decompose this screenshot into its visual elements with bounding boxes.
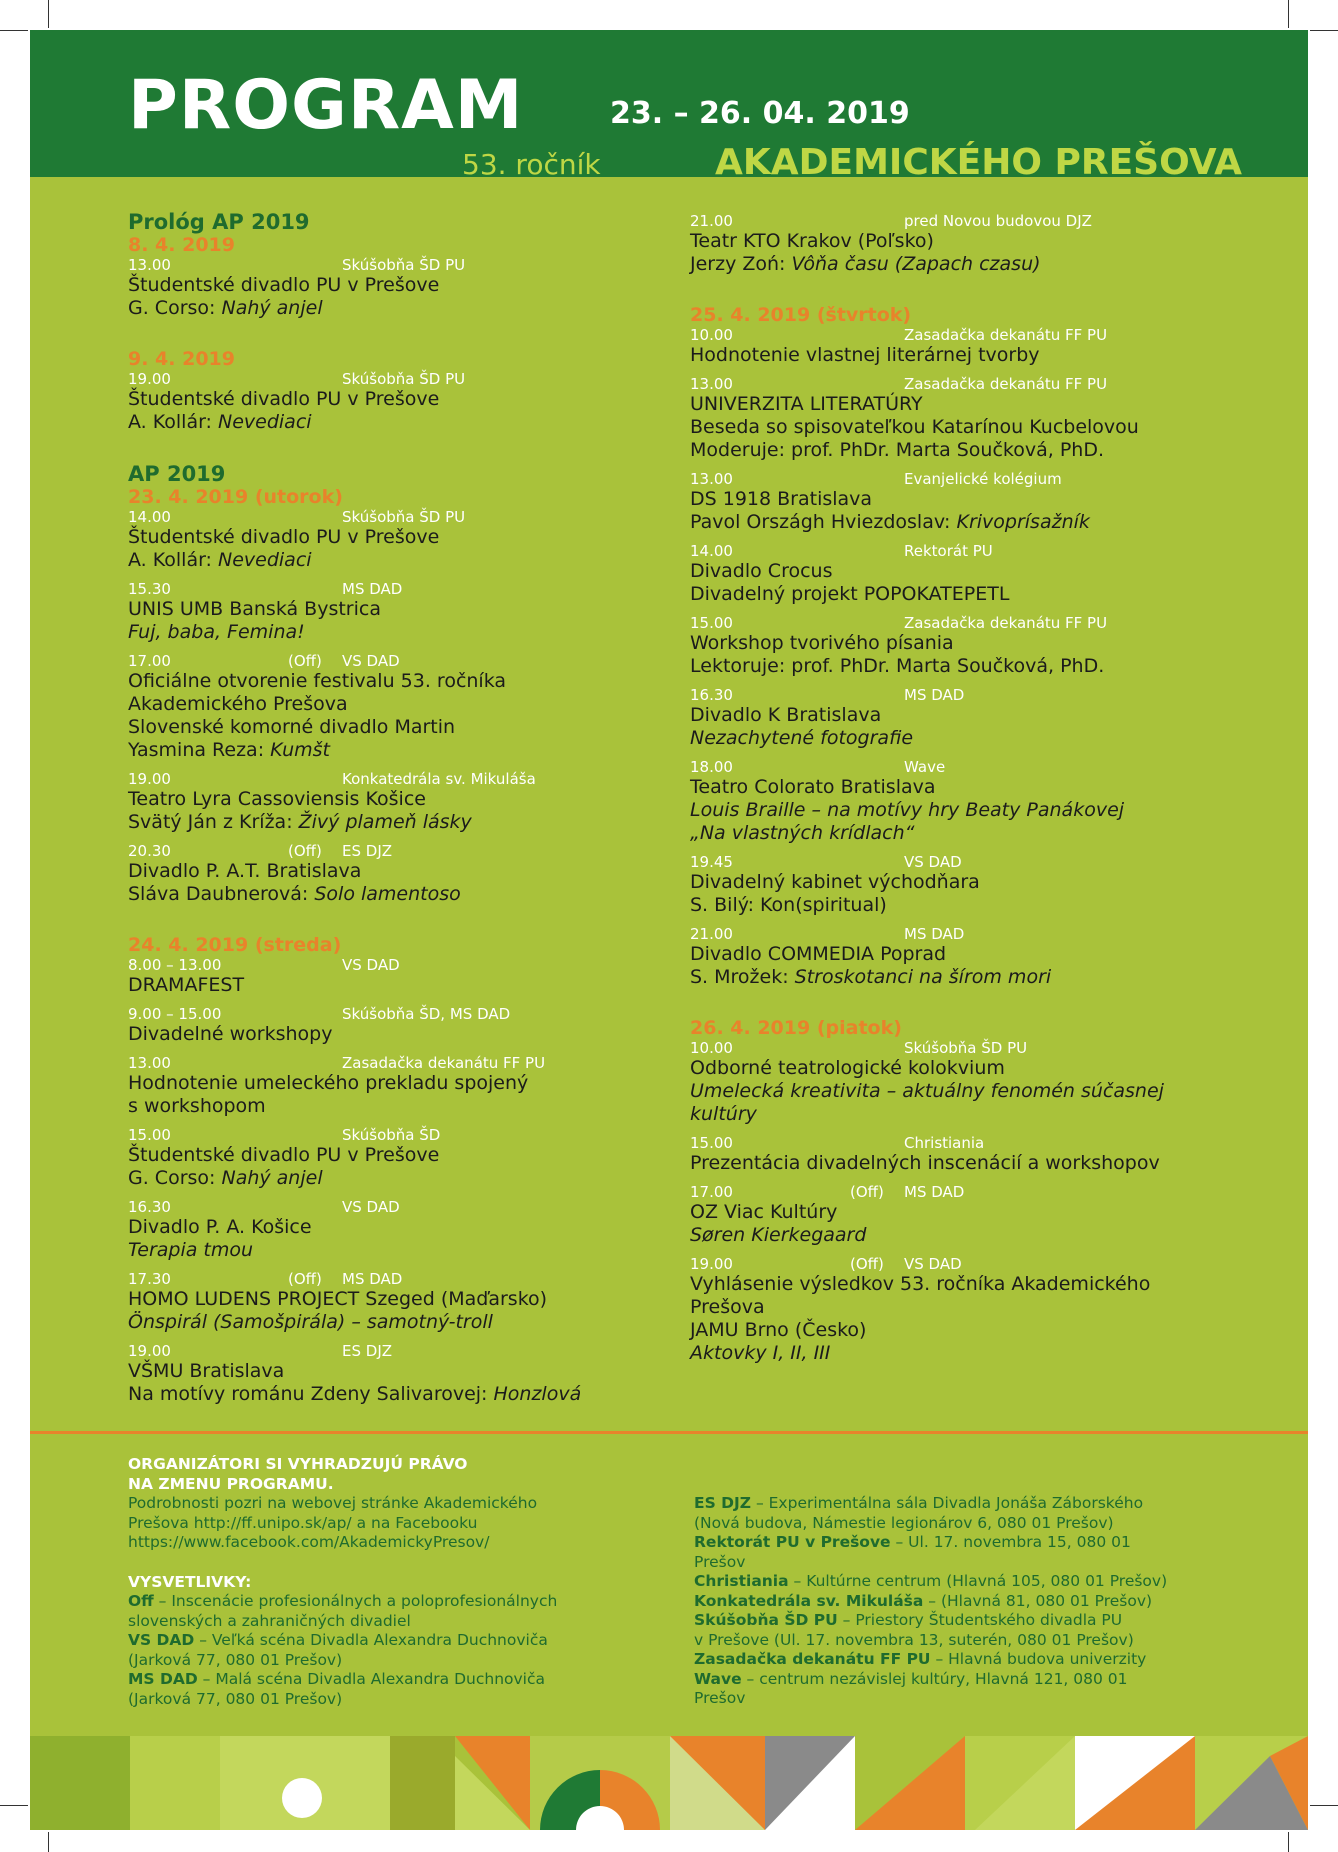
credit-author: G. Corso:: [128, 1167, 222, 1189]
event-meta: [128, 256, 628, 274]
event-time: 17.00: [690, 1183, 733, 1201]
day-heading: 24. 4. 2019 (streda): [128, 934, 342, 956]
event-line: JAMU Brno (Česko): [690, 1319, 867, 1341]
credit-title: Umelecká kreativita – aktuálny fenomén súčasnej: [690, 1080, 1164, 1102]
event-venue: VS DAD: [904, 1255, 962, 1273]
day-heading: 26. 4. 2019 (piatok): [690, 1017, 902, 1039]
art-block: [30, 1736, 130, 1830]
event-venue: Skúšobňa ŠD PU: [904, 1039, 1028, 1057]
event-meta: [128, 1054, 628, 1072]
off-label: (Off): [288, 1270, 322, 1288]
program-event: [690, 925, 1270, 989]
event-time: 19.00: [128, 370, 171, 388]
program-event: [690, 470, 1270, 534]
event-time: 14.00: [690, 542, 733, 560]
event-line: Študentské divadlo PU v Prešove: [128, 1144, 440, 1166]
event-credit: [690, 1342, 1270, 1365]
credit-author: S. Mrožek:: [690, 966, 795, 988]
spacer: [128, 914, 628, 934]
legend-term: Rektorát PU v Prešove: [694, 1533, 891, 1551]
program-right-column: [690, 212, 1270, 1373]
event-credit: [690, 511, 1270, 534]
crop-mark: [0, 30, 28, 31]
program-event: [690, 686, 1270, 750]
event-venue: Christiania: [904, 1134, 985, 1152]
event-venue: Evanjelické kolégium: [904, 470, 1062, 488]
event-venue: Zasadačka dekanátu FF PU: [904, 614, 1108, 632]
page-title: PROGRAM: [128, 66, 524, 145]
program-event: [690, 212, 1270, 276]
legend-desc: – Priestory Študentského divadla PU: [837, 1611, 1123, 1629]
credit-author: A. Kollár:: [128, 411, 218, 433]
credit-title: Aktovky I, II, III: [690, 1342, 831, 1364]
credit-title: Kumšt: [270, 739, 330, 761]
credit-title: Søren Kierkegaard: [690, 1224, 867, 1246]
program-event: [128, 256, 628, 320]
credit-author: Pavol Országh Hviezdoslav:: [690, 511, 957, 533]
legend-desc: – Experimentálna sála Divadla Jonáša Záborského: [751, 1494, 1144, 1512]
festival-dates: 23. – 26. 04. 2019: [610, 96, 910, 131]
event-venue: VS DAD: [342, 652, 400, 670]
legend-desc: Prešov: [694, 1689, 746, 1707]
event-meta: [128, 580, 628, 598]
event-time: 17.30: [128, 1270, 171, 1288]
legend-item: [694, 1572, 1254, 1592]
credit-title: Živý plameň lásky: [298, 811, 472, 833]
program-event: [128, 1054, 628, 1118]
legend-list-right: [694, 1494, 1254, 1709]
crop-mark: [1310, 30, 1338, 31]
event-meta: [690, 375, 1270, 393]
event-venue: Skúšobňa ŠD, MS DAD: [342, 1005, 511, 1023]
legend-list: [128, 1592, 648, 1709]
event-venue: Wave: [904, 758, 946, 776]
event-line: Divadlo COMMEDIA Poprad: [690, 943, 947, 965]
legend-term: ES DJZ: [694, 1494, 752, 1512]
crop-mark: [1310, 1805, 1338, 1806]
footer-divider: [30, 1431, 1308, 1434]
event-time: 13.00: [128, 1054, 171, 1072]
event-line: Divadlo K Bratislava: [690, 704, 882, 726]
event-time: 20.30: [128, 842, 171, 860]
off-label: (Off): [850, 1255, 884, 1273]
legend-term: Off: [128, 1592, 154, 1610]
program-event: [128, 1270, 628, 1334]
legend-term: Konkatedrála sv. Mikuláša: [694, 1591, 924, 1610]
legend-desc: (Jarková 77, 080 01 Prešov): [128, 1650, 343, 1669]
event-line: Divadelné workshopy: [128, 1023, 333, 1045]
event-credit: [128, 549, 628, 572]
legend-term: Wave: [694, 1669, 742, 1688]
event-credit: [690, 727, 1270, 750]
legend-item: [694, 1670, 1254, 1690]
event-line: Divadlo Crocus: [690, 560, 833, 582]
legend-term: MS DAD: [128, 1670, 198, 1688]
event-time: 8.00 – 13.00: [128, 956, 222, 974]
event-meta: [128, 1342, 628, 1360]
section-title: Prológ AP 2019: [128, 210, 310, 234]
legend-item: [128, 1592, 648, 1612]
event-time: 19.00: [128, 1342, 171, 1360]
event-credit: [690, 1224, 1270, 1247]
event-time: 9.00 – 15.00: [128, 1005, 222, 1023]
event-time: 19.00: [690, 1255, 733, 1273]
event-line: Teatro Lyra Cassoviensis Košice: [128, 788, 426, 810]
event-credit: [690, 253, 1270, 276]
event-line: DS 1918 Bratislava: [690, 488, 873, 510]
legend-term: Christiania: [694, 1572, 789, 1590]
event-line: OZ Viac Kultúry: [690, 1201, 838, 1223]
event-credit: [128, 297, 628, 320]
off-label: (Off): [850, 1183, 884, 1201]
event-meta: [128, 1005, 628, 1023]
day-heading: 23. 4. 2019 (utorok): [128, 486, 343, 508]
event-time: 15.00: [128, 1126, 171, 1144]
program-event: [128, 842, 628, 906]
credit-title: Terapia tmou: [128, 1239, 254, 1261]
credit-author: Sláva Daubnerová:: [128, 883, 315, 905]
event-meta: [128, 1198, 628, 1216]
event-line: Odborné teatrologické kolokvium: [690, 1057, 1005, 1079]
program-event: [690, 542, 1270, 606]
day-heading: 9. 4. 2019: [128, 348, 235, 370]
event-line: Prezentácia divadelných inscenácií a workshopov: [690, 1152, 1160, 1174]
event-meta: [690, 1134, 1270, 1152]
event-meta: [690, 542, 1270, 560]
credit-title: Stroskotanci na šírom mori: [794, 966, 1052, 988]
program-event: [690, 326, 1270, 367]
credit-author: G. Corso:: [128, 297, 222, 319]
event-venue: Skúšobňa ŠD PU: [342, 370, 466, 388]
event-venue: Rektorát PU: [904, 542, 993, 560]
event-venue: pred Novou budovou DJZ: [904, 212, 1092, 230]
circle-shape-icon: [282, 1778, 322, 1818]
event-credit: [690, 1103, 1270, 1126]
event-time: 15.00: [690, 1134, 733, 1152]
event-time: 19.45: [690, 853, 733, 871]
event-meta: [128, 1126, 628, 1144]
event-time: 15.00: [690, 614, 733, 632]
event-credit: [690, 822, 1270, 845]
credit-title: Louis Braille – na motívy hry Beaty Panákovej: [690, 799, 1125, 821]
legend-desc: – Veľká scéna Divadla Alexandra Duchnoviča: [194, 1631, 548, 1649]
event-meta: [690, 614, 1270, 632]
event-credit: [128, 411, 628, 434]
event-line: Hodnotenie umeleckého prekladu spojený: [128, 1072, 529, 1094]
event-line: Divadelný projekt POPOKATEPETL: [690, 583, 1010, 605]
poster: [30, 30, 1308, 1830]
credit-title: Önspirál (Samošpirála) – samotný-troll: [128, 1311, 493, 1333]
legend-desc: slovenských a zahraničných divadiel: [128, 1611, 411, 1630]
event-meta: [690, 326, 1270, 344]
legend-desc: – Hlavná budova univerzity: [930, 1650, 1147, 1668]
credit-title: Nevediaci: [218, 549, 312, 571]
event-meta: [690, 925, 1270, 943]
credit-title: Nezachytené fotografie: [690, 727, 914, 749]
event-time: 18.00: [690, 758, 733, 776]
spacer: [690, 997, 1270, 1017]
event-line: s workshopom: [128, 1095, 266, 1117]
program-event: [690, 614, 1270, 678]
event-line: DRAMAFEST: [128, 974, 245, 996]
event-venue: VS DAD: [342, 956, 400, 974]
legend-desc: – Ul. 17. novembra 15, 080 01: [890, 1533, 1131, 1551]
event-meta: [128, 956, 628, 974]
event-line: Akademického Prešova: [128, 693, 348, 715]
event-venue: MS DAD: [904, 925, 965, 943]
credit-title: Solo lamentoso: [314, 883, 461, 905]
event-line: Teatro Colorato Bratislava: [690, 776, 936, 798]
event-time: 13.00: [690, 470, 733, 488]
program-event: [128, 508, 628, 572]
event-time: 16.30: [128, 1198, 171, 1216]
credit-author: Yasmina Reza:: [128, 739, 271, 761]
program-event: [128, 1198, 628, 1262]
event-credit: [128, 1167, 628, 1190]
program-event: [690, 375, 1270, 462]
event-venue: ES DJZ: [342, 1342, 393, 1360]
program-event: [690, 1134, 1270, 1175]
legend-term: Zasadačka dekanátu FF PU: [694, 1650, 931, 1668]
event-credit: [128, 1383, 628, 1406]
event-line: Vyhlásenie výsledkov 53. ročníka Akademického: [690, 1273, 1151, 1295]
event-venue: Zasadačka dekanátu FF PU: [342, 1054, 546, 1072]
legend-desc: (Nová budova, Námestie legionárov 6, 080 01 Prešov): [694, 1513, 1114, 1532]
event-venue: Skúšobňa ŠD: [342, 1126, 441, 1144]
program-left-column: [128, 210, 628, 1414]
legend-item: [128, 1631, 648, 1651]
event-venue: MS DAD: [342, 1270, 403, 1288]
program-event: [690, 1039, 1270, 1126]
event-meta: [690, 1255, 1270, 1273]
event-credit: [128, 883, 628, 906]
event-line: Študentské divadlo PU v Prešove: [128, 274, 440, 296]
event-credit: [128, 1239, 628, 1262]
legend-desc: (Jarková 77, 080 01 Prešov): [128, 1689, 343, 1708]
art-block: [390, 1736, 455, 1830]
legend-item: [694, 1533, 1254, 1553]
event-time: 21.00: [690, 212, 733, 230]
event-venue: Skúšobňa ŠD PU: [342, 256, 466, 274]
legend-term: VS DAD: [128, 1631, 195, 1649]
credit-title: Krivoprísažník: [956, 511, 1090, 533]
event-credit: [128, 811, 628, 834]
legend-item: [694, 1611, 1254, 1631]
event-meta: [128, 842, 628, 860]
event-venue: Skúšobňa ŠD PU: [342, 508, 466, 526]
credit-title: Honzlová: [493, 1383, 582, 1405]
credit-author: A. Kollár:: [128, 549, 218, 571]
event-venue: MS DAD: [904, 1183, 965, 1201]
off-label: (Off): [288, 842, 322, 860]
event-line: Divadlo P. A.T. Bratislava: [128, 860, 362, 882]
event-meta: [128, 1270, 628, 1288]
section-title: AP 2019: [128, 462, 226, 486]
event-venue: ES DJZ: [342, 842, 393, 860]
event-venue: Zasadačka dekanátu FF PU: [904, 375, 1108, 393]
event-venue: Zasadačka dekanátu FF PU: [904, 326, 1108, 344]
program-event: [690, 1183, 1270, 1247]
crop-mark: [1288, 0, 1289, 28]
spacer: [128, 328, 628, 348]
event-meta: [128, 508, 628, 526]
legend-desc: v Prešove (Ul. 17. novembra 13, suterén, 080 01 Prešov): [694, 1630, 1134, 1649]
event-line: S. Bilý: Kon(spiritual): [690, 894, 887, 916]
notice-heading: ORGANIZÁTORI SI VYHRADZUJÚ PRÁVO: [128, 1455, 468, 1473]
legend-heading: VYSVETLIVKY:: [128, 1572, 252, 1591]
event-venue: MS DAD: [342, 580, 403, 598]
event-meta: [128, 770, 628, 788]
event-line: Prešova: [690, 1296, 765, 1318]
legend-desc: – Kultúrne centrum (Hlavná 105, 080 01 Prešov): [788, 1572, 1168, 1590]
event-meta: [128, 652, 628, 670]
legend-item: [694, 1650, 1254, 1670]
event-line: Workshop tvorivého písania: [690, 632, 954, 654]
event-line: UNIVERZITA LITERATÚRY: [690, 393, 923, 415]
event-venue: Konkatedrála sv. Mikuláša: [342, 770, 536, 788]
credit-title: Nahý anjel: [221, 1167, 323, 1189]
details-text: Podrobnosti pozri na webovej stránke Akademického: [128, 1494, 538, 1512]
credit-title: Nevediaci: [218, 411, 312, 433]
event-line: Divadelný kabinet východňara: [690, 871, 980, 893]
legend-item: [694, 1592, 1254, 1612]
program-event: [690, 853, 1270, 917]
details-link[interactable]: https://www.facebook.com/AkademickyPresov/: [128, 1533, 490, 1551]
event-time: 13.00: [128, 256, 171, 274]
event-time: 21.00: [690, 925, 733, 943]
event-line: Beseda so spisovateľkou Katarínou Kucbelovou: [690, 416, 1139, 438]
decorative-geometric-band: [30, 1736, 1308, 1830]
details-text: Prešova http://ff.unipo.sk/ap/ a na Facebooku: [128, 1513, 478, 1532]
program-event: [128, 1126, 628, 1190]
credit-title: Nahý anjel: [221, 297, 323, 319]
event-line: UNIS UMB Banská Bystrica: [128, 598, 381, 620]
event-venue: VS DAD: [342, 1198, 400, 1216]
day-heading: 25. 4. 2019 (štvrtok): [690, 304, 912, 326]
event-line: VŠMU Bratislava: [128, 1360, 285, 1382]
legend-desc: Prešov: [694, 1552, 746, 1571]
event-meta: [690, 1183, 1270, 1201]
program-event: [128, 370, 628, 434]
event-time: 14.00: [128, 508, 171, 526]
credit-title: „Na vlastných krídlach“: [690, 822, 915, 844]
crop-mark: [48, 1832, 49, 1852]
event-credit: [690, 799, 1270, 822]
event-time: 15.30: [128, 580, 171, 598]
art-block: [130, 1736, 220, 1830]
program-event: [690, 758, 1270, 845]
event-line: Divadlo P. A. Košice: [128, 1216, 312, 1238]
day-heading: 8. 4. 2019: [128, 234, 235, 256]
event-time: 10.00: [690, 1039, 733, 1057]
footer-info: [128, 1455, 648, 1709]
notice-heading: NA ZMENU PROGRAMU.: [128, 1474, 334, 1493]
edition-label: 53. ročník: [462, 148, 601, 181]
program-event: [128, 956, 628, 997]
credit-title: Vôňa času (Zapach czasu): [791, 253, 1041, 275]
event-line: Moderuje: prof. PhDr. Marta Součková, PhD.: [690, 439, 1105, 461]
event-time: 19.00: [128, 770, 171, 788]
event-line: Slovenské komorné divadlo Martin: [128, 716, 456, 738]
program-event: [128, 1342, 628, 1406]
program-event: [128, 1005, 628, 1046]
event-venue: VS DAD: [904, 853, 962, 871]
spacer: [128, 442, 628, 462]
legend-desc: – Inscenácie profesionálnych a poloprofesionálnych: [153, 1592, 558, 1610]
event-line: Oficiálne otvorenie festivalu 53. ročníka: [128, 670, 507, 692]
event-meta: [690, 470, 1270, 488]
festival-name: AKADEMICKÉHO PREŠOVA: [715, 142, 1243, 183]
event-meta: [690, 853, 1270, 871]
event-credit: [128, 1311, 628, 1334]
legend-item: [694, 1494, 1254, 1514]
event-line: Teatr KTO Krakov (Poľsko): [690, 230, 934, 252]
legend-desc: – centrum nezávislej kultúry, Hlavná 121, 080 01: [741, 1669, 1128, 1688]
program-event: [690, 1255, 1270, 1365]
event-time: 13.00: [690, 375, 733, 393]
legend-item: [128, 1670, 648, 1690]
crop-mark: [1288, 1832, 1289, 1852]
event-line: Študentské divadlo PU v Prešove: [128, 526, 440, 548]
event-time: 17.00: [128, 652, 171, 670]
event-meta: [690, 212, 1270, 230]
program-event: [128, 652, 628, 762]
program-event: [128, 770, 628, 834]
event-line: Študentské divadlo PU v Prešove: [128, 388, 440, 410]
legend-desc: – (Hlavná 81, 080 01 Prešov): [923, 1591, 1153, 1610]
off-label: (Off): [288, 652, 322, 670]
spacer: [690, 284, 1270, 304]
event-credit: [128, 739, 628, 762]
credit-title: kultúry: [690, 1103, 757, 1125]
event-venue: MS DAD: [904, 686, 965, 704]
event-credit: [690, 1080, 1270, 1103]
event-meta: [128, 370, 628, 388]
event-meta: [690, 758, 1270, 776]
credit-author: Jerzy Zoń:: [690, 253, 792, 275]
event-line: Hodnotenie vlastnej literárnej tvorby: [690, 344, 1040, 366]
credit-title: Fuj, baba, Femina!: [128, 621, 305, 643]
legend-desc: – Malá scéna Divadla Alexandra Duchnoviča: [197, 1670, 546, 1688]
event-credit: [690, 966, 1270, 989]
event-meta: [690, 686, 1270, 704]
event-line: Lektoruje: prof. PhDr. Marta Součková, PhD.: [690, 655, 1105, 677]
program-event: [128, 580, 628, 644]
event-line: HOMO LUDENS PROJECT Szeged (Maďarsko): [128, 1288, 548, 1310]
header-banner: [30, 30, 1308, 183]
credit-author: Svätý Ján z Kríža:: [128, 811, 299, 833]
legend-term: Skúšobňa ŠD PU: [694, 1611, 838, 1629]
event-meta: [690, 1039, 1270, 1057]
crop-mark: [0, 1805, 28, 1806]
crop-mark: [48, 0, 49, 28]
event-time: 16.30: [690, 686, 733, 704]
event-time: 10.00: [690, 326, 733, 344]
credit-author: Na motívy románu Zdeny Salivarovej:: [128, 1383, 494, 1405]
event-credit: [128, 621, 628, 644]
